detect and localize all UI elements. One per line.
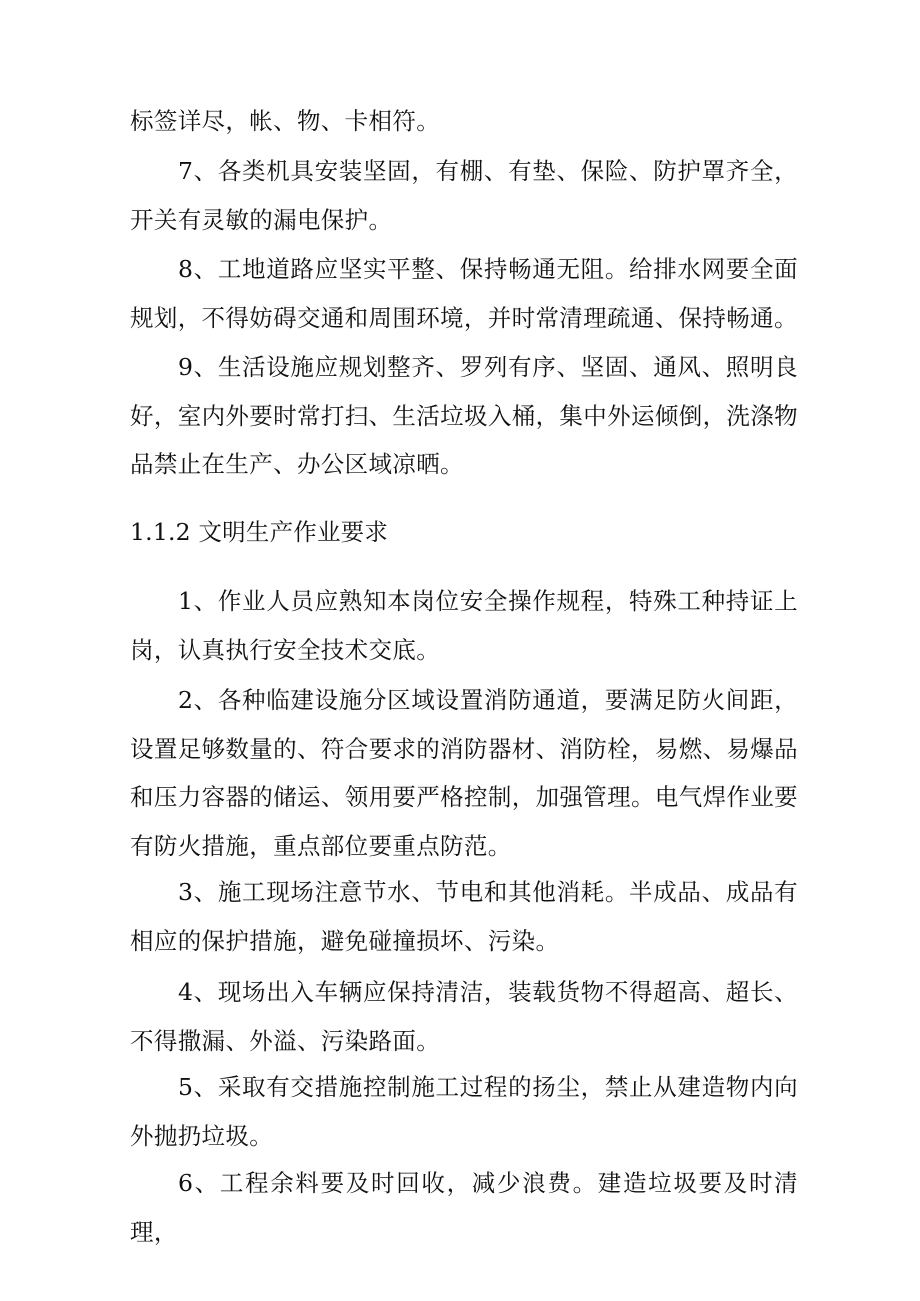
paragraph-item-8: 8、工地道路应坚实平整、保持畅通无阻。给排水网要全面规划，不得妨碍交通和周围环境，并时常清理疏通、保持畅通。 [130,255,798,332]
paragraph-continuation: 标签详尽，帐、物、卡相符。 [130,107,441,135]
paragraph-req-5: 5、采取有交措施控制施工过程的扬尘，禁止从建造物内向外抛扔垃圾。 [130,1073,798,1150]
paragraph-item-9: 9、生活设施应规划整齐、罗列有序、坚固、通风、照明良好，室内外要时常打扫、生活垃圾入桶，集中外运倾倒，洗涤物品禁止在生产、办公区域凉晒。 [130,353,798,478]
paragraph-req-2: 2、各种临建设施分区域设置消防通道，要满足防火间距，设置足够数量的、符合要求的消防器材、消防栓，易燃、易爆品和压力容器的储运、领用要严格控制，加强管理。电气焊作业要有防火措施，重点部位要重点防范。 [130,686,798,860]
paragraph-req-6: 6、工程余料要及时回收，减少浪费。建造垃圾要及时清理， [130,1169,798,1246]
paragraph-req-3: 3、施工现场注意节水、节电和其他消耗。半成品、成品有相应的保护措施，避免碰撞损坏、污染。 [130,878,798,955]
paragraph-item-7: 7、各类机具安装坚固，有棚、有垫、保险、防护罩齐全，开关有灵敏的漏电保护。 [130,157,798,234]
paragraph-req-1: 1、作业人员应熟知本岗位安全操作规程，特殊工种持证上岗，认真执行安全技术交底。 [130,587,798,664]
paragraph-req-4: 4、现场出入车辆应保持清洁，装载货物不得超高、超长、不得撒漏、外溢、污染路面。 [130,978,798,1055]
section-heading: 1.1.2 文明生产作业要求 [130,518,389,546]
